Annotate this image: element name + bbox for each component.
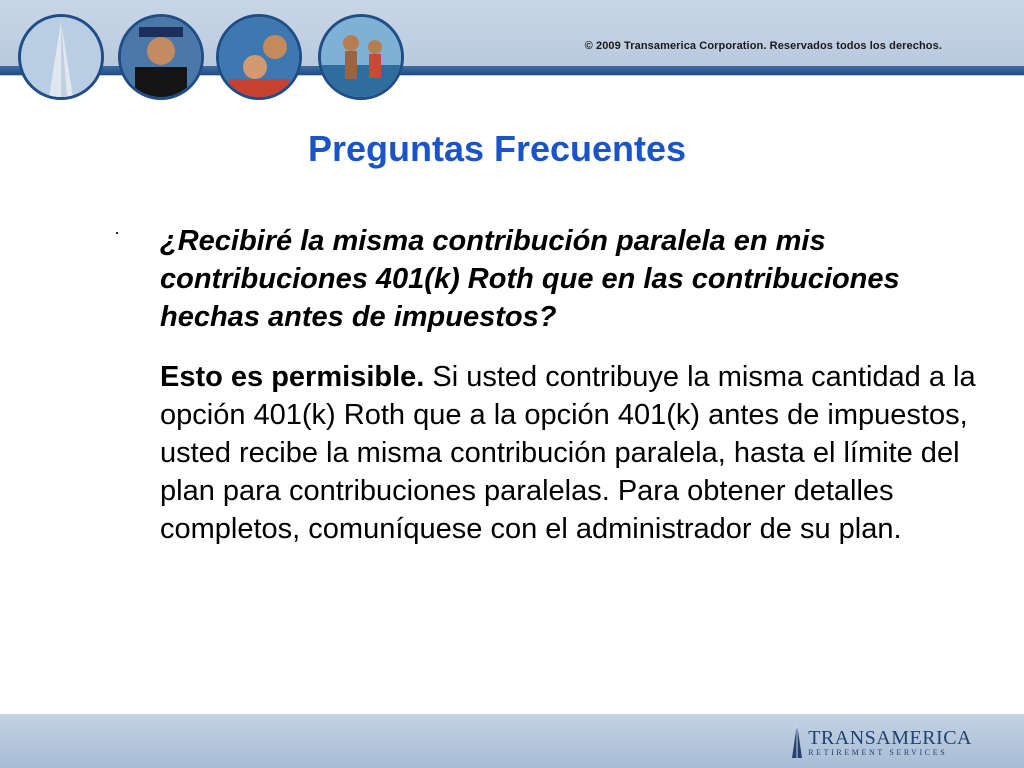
transamerica-logo (790, 722, 972, 758)
beach-photo (318, 14, 404, 100)
slide-title: Preguntas Frecuentes (307, 128, 687, 169)
bullet-marker: · (114, 222, 120, 242)
faq-question: ¿Recibiré la misma contribución paralela en mis contribuciones 401(k) Roth que en las contribuciones hechas antes de impuestos? (160, 225, 900, 333)
copyright-notice: © 2009 Transamerica Corporation. Reservados todos los derechos. (584, 40, 942, 52)
building-photo (18, 14, 104, 100)
faq-answer (160, 358, 1000, 548)
graduate-photo (118, 14, 204, 100)
answer-lead: Esto es permisible. (160, 361, 425, 393)
family-photo (216, 14, 302, 100)
pyramid-icon (790, 724, 804, 758)
answer-body: Si usted contribuye la misma cantidad a la opción 401(k) Roth que a la opción 401(k) antes de impuestos, usted recibe la misma contribución paralela, hasta el límite del plan para contribuciones paralelas. Para obtener detalles completos, comuníquese con el administrador de su plan. (160, 361, 976, 545)
logo-subtitle: RETIREMENT SERVICES (808, 748, 948, 757)
logo-name: TRANSAMERICA (808, 727, 972, 749)
